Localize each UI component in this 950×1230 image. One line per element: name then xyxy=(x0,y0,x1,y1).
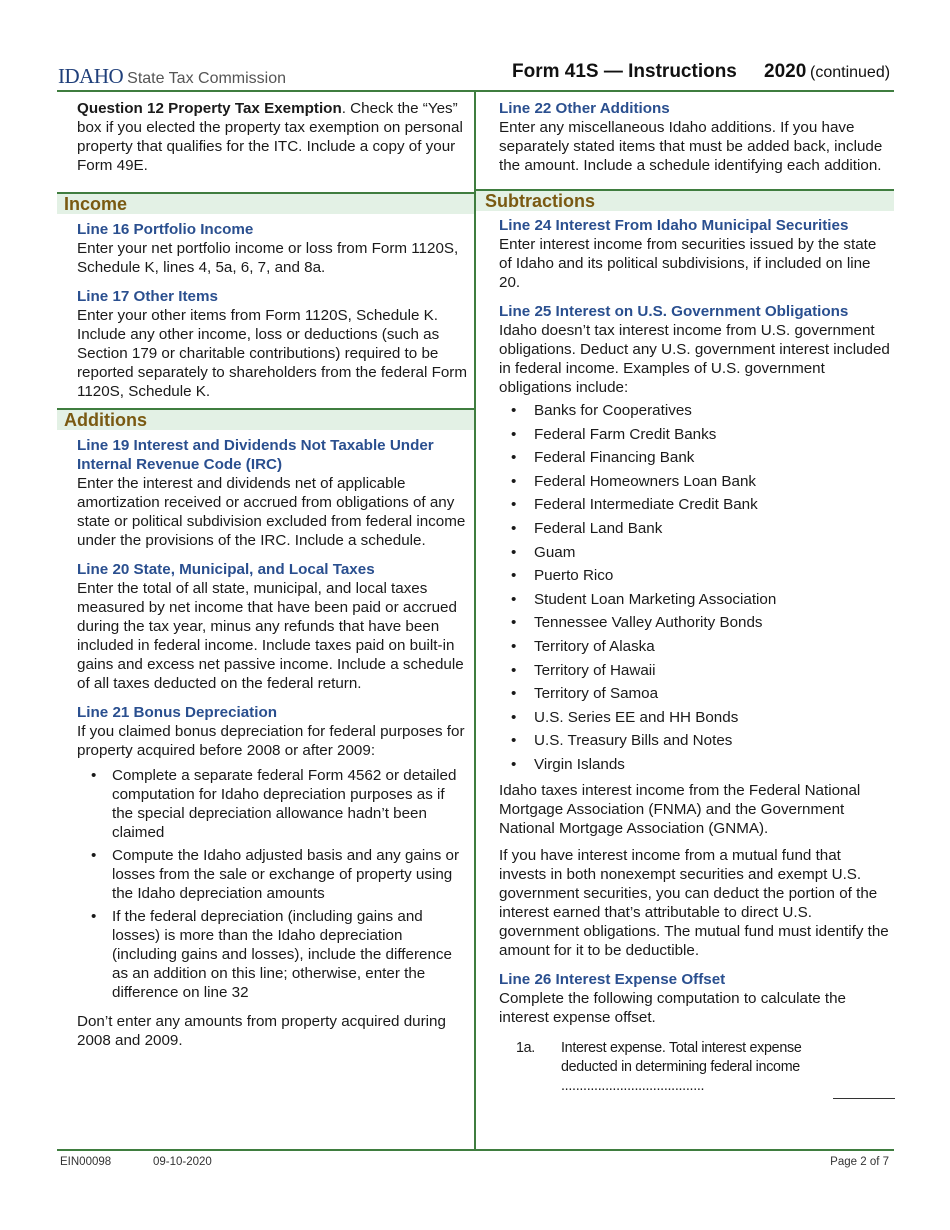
form-title: Form 41S — Instructions xyxy=(512,61,737,82)
line-25-text: Idaho doesn’t tax interest income from U.S. government obligations. Deduct any U.S. government interest included in federal income. Examples of U.S. government obligations include: xyxy=(499,322,890,396)
list-item: • Federal Homeowners Loan Bank xyxy=(499,472,890,491)
list-item: • Banks for Cooperatives xyxy=(499,401,890,420)
list-item: • Territory of Hawaii xyxy=(499,661,890,680)
line-21-heading: Line 21 Bonus Depreciation xyxy=(77,704,278,721)
page-number: Page 2 of 7 xyxy=(830,1156,889,1168)
list-item: • Federal Intermediate Credit Bank xyxy=(499,495,890,514)
left-column xyxy=(57,99,474,1050)
line-26-text: Complete the following computation to calculate the interest expense offset. xyxy=(499,989,846,1026)
list-item: • Territory of Samoa xyxy=(499,684,890,703)
form-code: EIN00098 xyxy=(60,1156,112,1168)
section-heading-income: Income xyxy=(57,192,474,214)
idaho-logo-mark: IDAHO xyxy=(58,64,124,88)
page-footer xyxy=(0,1150,950,1180)
list-item: • If the federal depreciation (including gains and losses) is more than the Idaho depreciation (including gains and losses), include the difference as an addition on this line; otherwise, enter the difference on line 32 xyxy=(77,907,468,1002)
list-item: • Compute the Idaho adjusted basis and any gains or losses from the sale or exchange of property using the Idaho depreciation amounts xyxy=(77,846,468,903)
list-item: • Virgin Islands xyxy=(499,755,890,774)
section-heading-additions: Additions xyxy=(57,408,474,430)
line-21-bullet-list xyxy=(77,766,468,1002)
list-item: • Student Loan Marketing Association xyxy=(499,590,890,609)
line-20-text: Enter the total of all state, municipal, and local taxes measured by net income that have been paid or accrued during the tax year, minus any refunds that have been included in federal income. Include taxes paid on built-in gains and excess net passive income. Include a schedule of all taxes deducted on the federal return. xyxy=(77,580,464,692)
line-25-heading: Line 25 Interest on U.S. Government Obligations xyxy=(499,303,849,320)
list-item: • Territory of Alaska xyxy=(499,637,890,656)
government-obligations-list xyxy=(499,401,890,774)
list-item: • Guam xyxy=(499,543,890,562)
list-item: • Federal Land Bank xyxy=(499,519,890,538)
list-item: • Tennessee Valley Authority Bonds xyxy=(499,613,890,632)
line-16-heading: Line 16 Portfolio Income xyxy=(77,221,254,238)
item-1a-amount-field[interactable] xyxy=(833,1098,895,1099)
item-1a-number: 1a. xyxy=(516,1039,535,1056)
section-heading-subtractions: Subtractions xyxy=(476,189,894,211)
line-17-text: Enter your other items from Form 1120S, Schedule K. Include any other income, loss or deductions (such as Section 179 or charitable contributions) required to be reported separately to shareholders from the federal Form 1120S, Schedule K. xyxy=(77,307,468,400)
right-column xyxy=(476,99,894,1096)
line-25-mutual-fund-paragraph: If you have interest income from a mutual fund that invests in both nonexempt securities and exempt U.S. government securities, you can deduct the portion of the interest earned that’s attributable to direct U.S. government obligations. The mutual fund must identify the amount for it to be deductible. xyxy=(499,846,889,959)
line-17-heading: Line 17 Other Items xyxy=(77,288,218,305)
question-12-paragraph xyxy=(57,99,474,175)
computation-item-1a xyxy=(499,1039,890,1096)
line-22-heading: Line 22 Other Additions xyxy=(499,100,670,117)
continued-label: (continued) xyxy=(810,64,891,81)
line-21-note: Don’t enter any amounts from property acquired during 2008 and 2009. xyxy=(77,1013,446,1049)
line-19-heading: Line 19 Interest and Dividends Not Taxable Under Internal Revenue Code (IRC) xyxy=(77,437,434,473)
question-12-text: . Check the “Yes” box if you elected the property tax exemption on personal property that qualifies for the ITC. Include a copy of your Form 49E. xyxy=(77,100,463,174)
line-22-text: Enter any miscellaneous Idaho additions. If you have separately stated items that must be added back, include the amount. Include a schedule identifying each addition. xyxy=(499,119,883,174)
line-20-heading: Line 20 State, Municipal, and Local Taxes xyxy=(77,561,375,578)
line-16-text: Enter your net portfolio income or loss from Form 1120S, Schedule K, lines 4, 5a, 6, 7, and 8a. xyxy=(77,240,459,276)
item-1a-text: Interest expense. Total interest expense deducted in determining federal income ....................................... xyxy=(561,1039,802,1094)
line-21-text: If you claimed bonus depreciation for federal purposes for property acquired before 2008 or after 2009: xyxy=(77,723,465,759)
agency-name: State Tax Commission xyxy=(127,70,287,87)
list-item: • U.S. Series EE and HH Bonds xyxy=(499,708,890,727)
list-item: • Federal Financing Bank xyxy=(499,448,890,467)
line-24-text: Enter interest income from securities issued by the state of Idaho and its political subdivisions, if included on line 20. xyxy=(499,236,877,291)
form-year: 2020 xyxy=(764,61,807,82)
question-12-label: Question 12 Property Tax Exemption xyxy=(77,100,342,117)
list-item: • U.S. Treasury Bills and Notes xyxy=(499,731,890,750)
line-26-heading: Line 26 Interest Expense Offset xyxy=(499,970,726,988)
list-item: • Federal Farm Credit Banks xyxy=(499,425,890,444)
line-25-fnma-paragraph: Idaho taxes interest income from the Federal National Mortgage Association (FNMA) and the Government National Mortgage Association (GNMA). xyxy=(499,781,861,837)
list-item: • Complete a separate federal Form 4562 or detailed computation for Idaho depreciation purposes as if the special depreciation allowance hadn’t been claimed xyxy=(77,766,468,842)
revision-date: 09-10-2020 xyxy=(153,1156,212,1168)
line-19-text: Enter the interest and dividends net of applicable amortization received or accrued from obligations of any state or political subdivision excluded from federal income under the provisions of the IRC. Include a schedule. xyxy=(77,475,466,549)
page-header xyxy=(0,0,950,92)
agency-logo xyxy=(58,64,286,89)
list-item: • Puerto Rico xyxy=(499,566,890,585)
line-24-heading: Line 24 Interest From Idaho Municipal Securities xyxy=(499,217,849,234)
